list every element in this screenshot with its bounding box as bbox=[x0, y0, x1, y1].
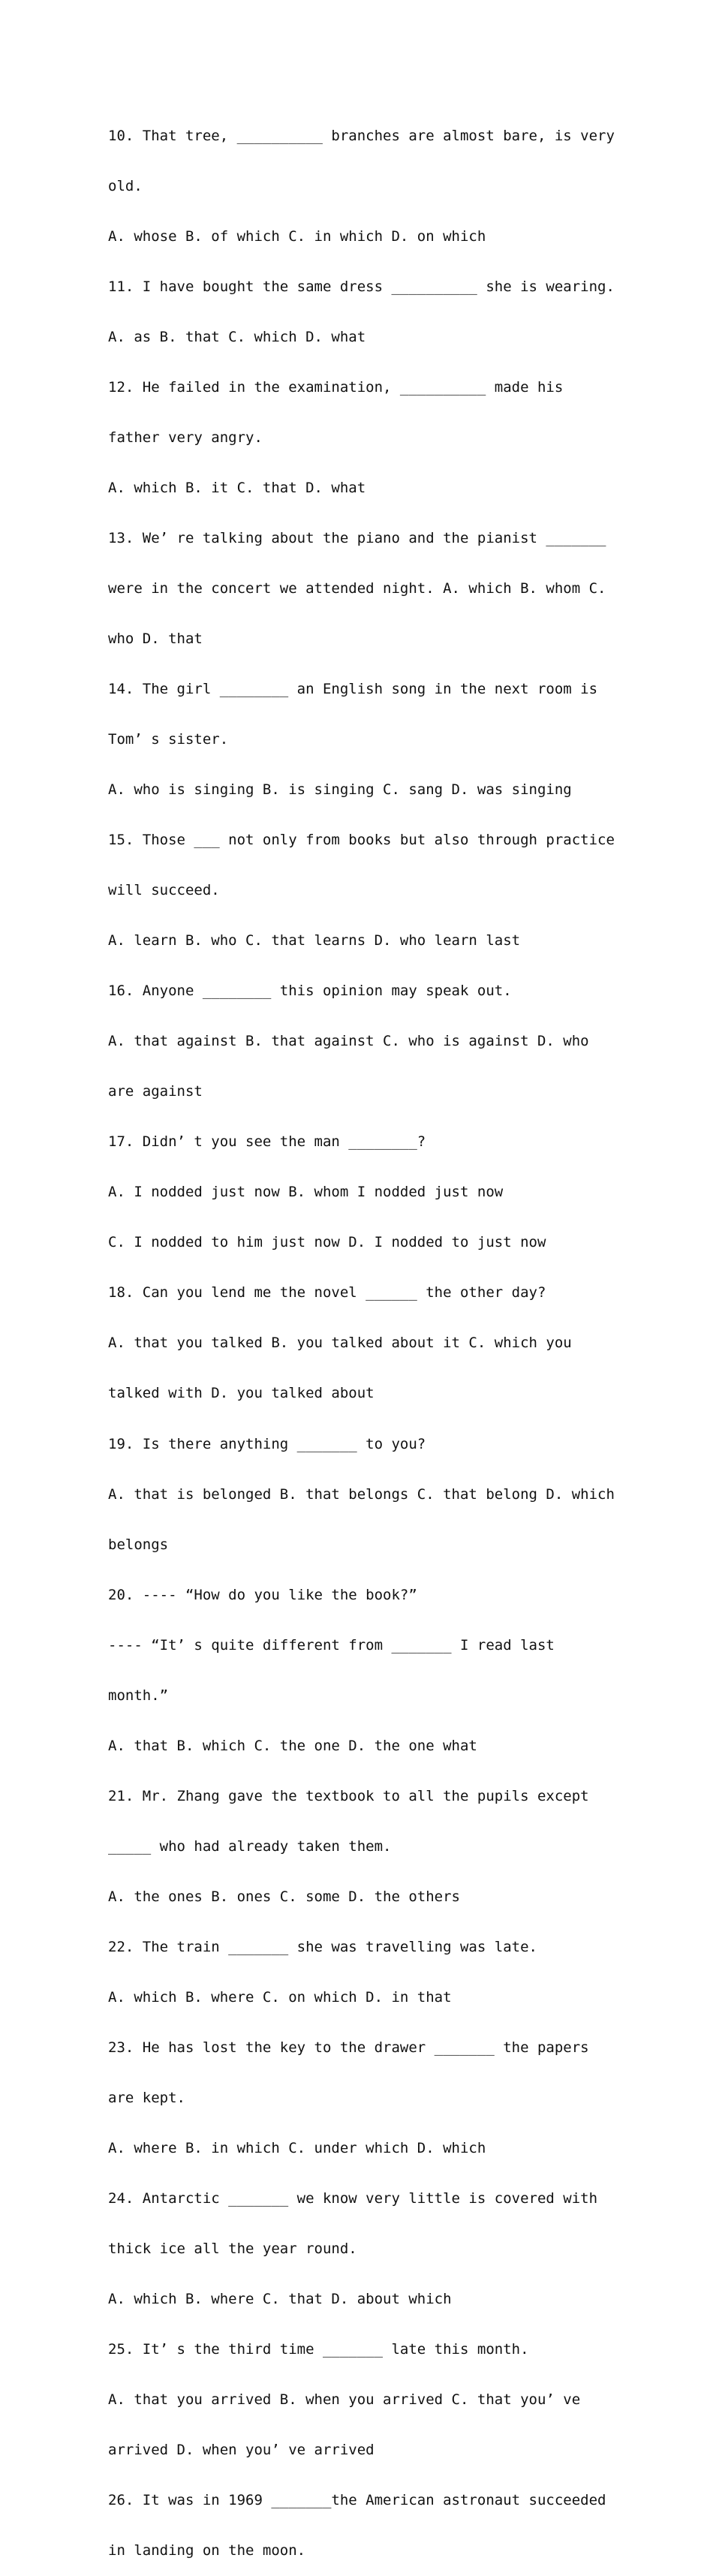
text-line: 26. It was in 1969 _______the American astronaut succeeded bbox=[108, 2492, 606, 2509]
text-line: 24. Antarctic _______ we know very little is covered with bbox=[108, 2189, 598, 2207]
text-line: are against bbox=[108, 1083, 203, 1100]
text-line: A. who is singing B. is singing C. sang D. was singing bbox=[108, 781, 572, 799]
text-line: A. whose B. of which C. in which D. on which bbox=[108, 227, 486, 245]
text-line: 12. He failed in the examination, __________ made his bbox=[108, 378, 564, 396]
text-line: A. the ones B. ones C. some D. the others bbox=[108, 1888, 460, 1905]
text-line: 17. Didn’ t you see the man ________? bbox=[108, 1133, 426, 1151]
text-line: father very angry. bbox=[108, 429, 263, 446]
text-line: talked with D. you talked about bbox=[108, 1385, 375, 1402]
text-line: are kept. bbox=[108, 2089, 185, 2106]
text-line: Tom’ s sister. bbox=[108, 731, 229, 748]
text-line: A. which B. it C. that D. what bbox=[108, 479, 366, 496]
text-line: 16. Anyone ________ this opinion may speak out. bbox=[108, 983, 512, 1000]
text-line: _____ who had already taken them. bbox=[108, 1837, 392, 1855]
text-line: who D. that bbox=[108, 630, 203, 647]
text-line: belongs bbox=[108, 1536, 169, 1553]
text-line: A. as B. that C. which D. what bbox=[108, 328, 366, 345]
text-line: in landing on the moon. bbox=[108, 2542, 306, 2559]
text-line: 13. We’ re talking about the piano and the pianist _______ bbox=[108, 529, 606, 546]
text-line: 14. The girl ________ an English song in the next room is bbox=[108, 681, 598, 698]
text-line: 25. It’ s the third time _______ late this month. bbox=[108, 2341, 529, 2358]
text-line: month.” bbox=[108, 1687, 169, 1704]
text-line: 22. The train _______ she was travelling was late. bbox=[108, 1938, 537, 1955]
text-line: 10. That tree, __________ branches are almost bare, is very bbox=[108, 127, 615, 144]
text-line: A. I nodded just now B. whom I nodded just now bbox=[108, 1184, 504, 1201]
text-line: ---- “It’ s quite different from _______ I read last bbox=[108, 1636, 555, 1654]
text-line: A. which B. where C. that D. about which bbox=[108, 2291, 452, 2308]
text-line: A. that you talked B. you talked about it C. which you bbox=[108, 1335, 572, 1352]
text-line: A. where B. in which C. under which D. which bbox=[108, 2139, 486, 2156]
text-line: 21. Mr. Zhang gave the textbook to all the pupils except bbox=[108, 1787, 589, 1804]
text-line: A. that you arrived B. when you arrived C. that you’ ve bbox=[108, 2391, 581, 2409]
text-line: C. I nodded to him just now D. I nodded to just now bbox=[108, 1234, 546, 1251]
text-line: A. that against B. that against C. who is against D. who bbox=[108, 1033, 589, 1050]
text-line: 15. Those ___ not only from books but also through practice bbox=[108, 832, 615, 849]
text-line: thick ice all the year round. bbox=[108, 2240, 357, 2257]
document-page bbox=[108, 94, 618, 2576]
text-line: A. that is belonged B. that belongs C. that belong D. which bbox=[108, 1485, 615, 1503]
text-line: A. which B. where C. on which D. in that bbox=[108, 1988, 452, 2006]
text-line: 23. He has lost the key to the drawer _______ the papers bbox=[108, 2039, 589, 2056]
text-line: 18. Can you lend me the novel ______ the other day? bbox=[108, 1284, 546, 1302]
text-line: A. that B. which C. the one D. the one what bbox=[108, 1737, 477, 1754]
text-line: were in the concert we attended night. A. which B. whom C. bbox=[108, 579, 606, 597]
text-line: will succeed. bbox=[108, 882, 220, 899]
text-line: 19. Is there anything _______ to you? bbox=[108, 1435, 426, 1452]
text-line: arrived D. when you’ ve arrived bbox=[108, 2442, 375, 2459]
text-line: 20. ---- “How do you like the book?” bbox=[108, 1586, 417, 1603]
text-line: A. learn B. who C. that learns D. who learn last bbox=[108, 932, 521, 949]
text-line: 11. I have bought the same dress __________ she is wearing. bbox=[108, 278, 615, 295]
text-line: old. bbox=[108, 177, 143, 194]
